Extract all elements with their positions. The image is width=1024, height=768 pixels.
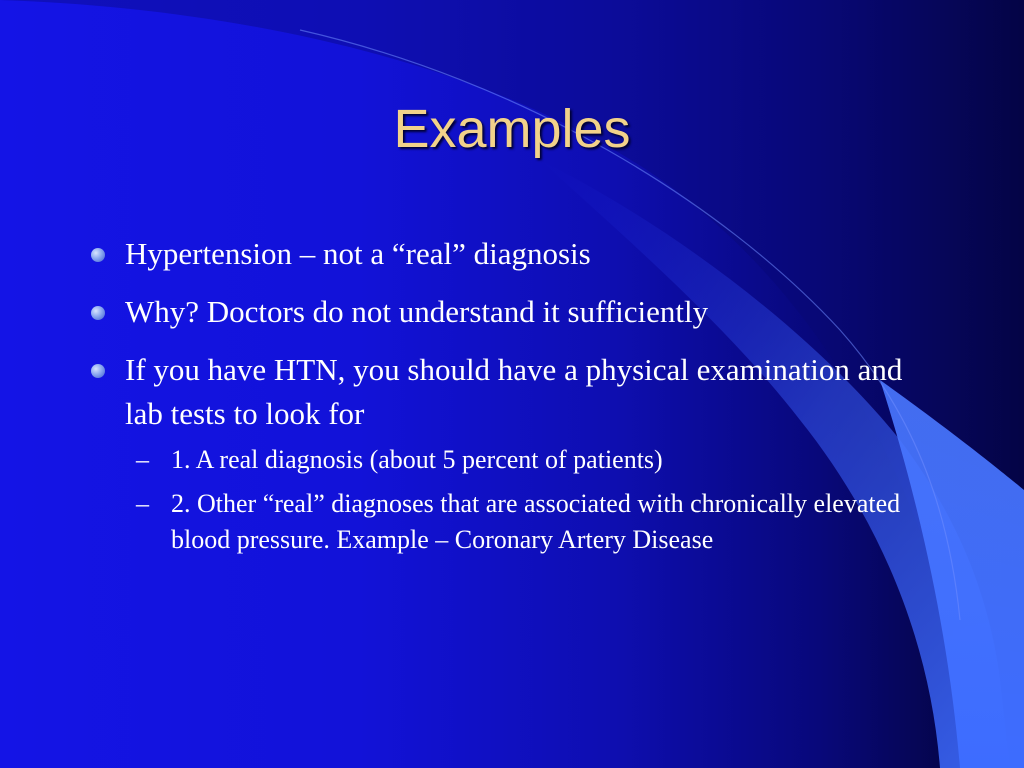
bullet-dot-icon [91, 306, 105, 320]
bullet-dot-icon [91, 364, 105, 378]
dash-marker: – [136, 445, 149, 474]
bullet-item [88, 348, 908, 436]
sub-bullet-text: 2. Other “real” diagnoses that are associated with chronically elevated blood pressure. Example – Coronary Artery Disease [171, 489, 901, 554]
sub-bullet-item [88, 442, 908, 478]
bullet-item [88, 232, 908, 276]
dash-marker: – [136, 489, 149, 518]
bullet-dot-icon [91, 248, 105, 262]
slide-title: Examples [393, 99, 631, 159]
sub-bullet-item [88, 486, 908, 558]
slide-body [88, 232, 908, 566]
sub-bullet-text: 1. A real diagnosis (about 5 percent of patients) [171, 445, 663, 474]
bullet-text: If you have HTN, you should have a physical examination and lab tests to look for [125, 352, 903, 431]
bullet-text: Why? Doctors do not understand it sufficiently [125, 294, 709, 329]
bullet-text: Hypertension – not a “real” diagnosis [125, 236, 591, 271]
bullet-item [88, 290, 908, 334]
